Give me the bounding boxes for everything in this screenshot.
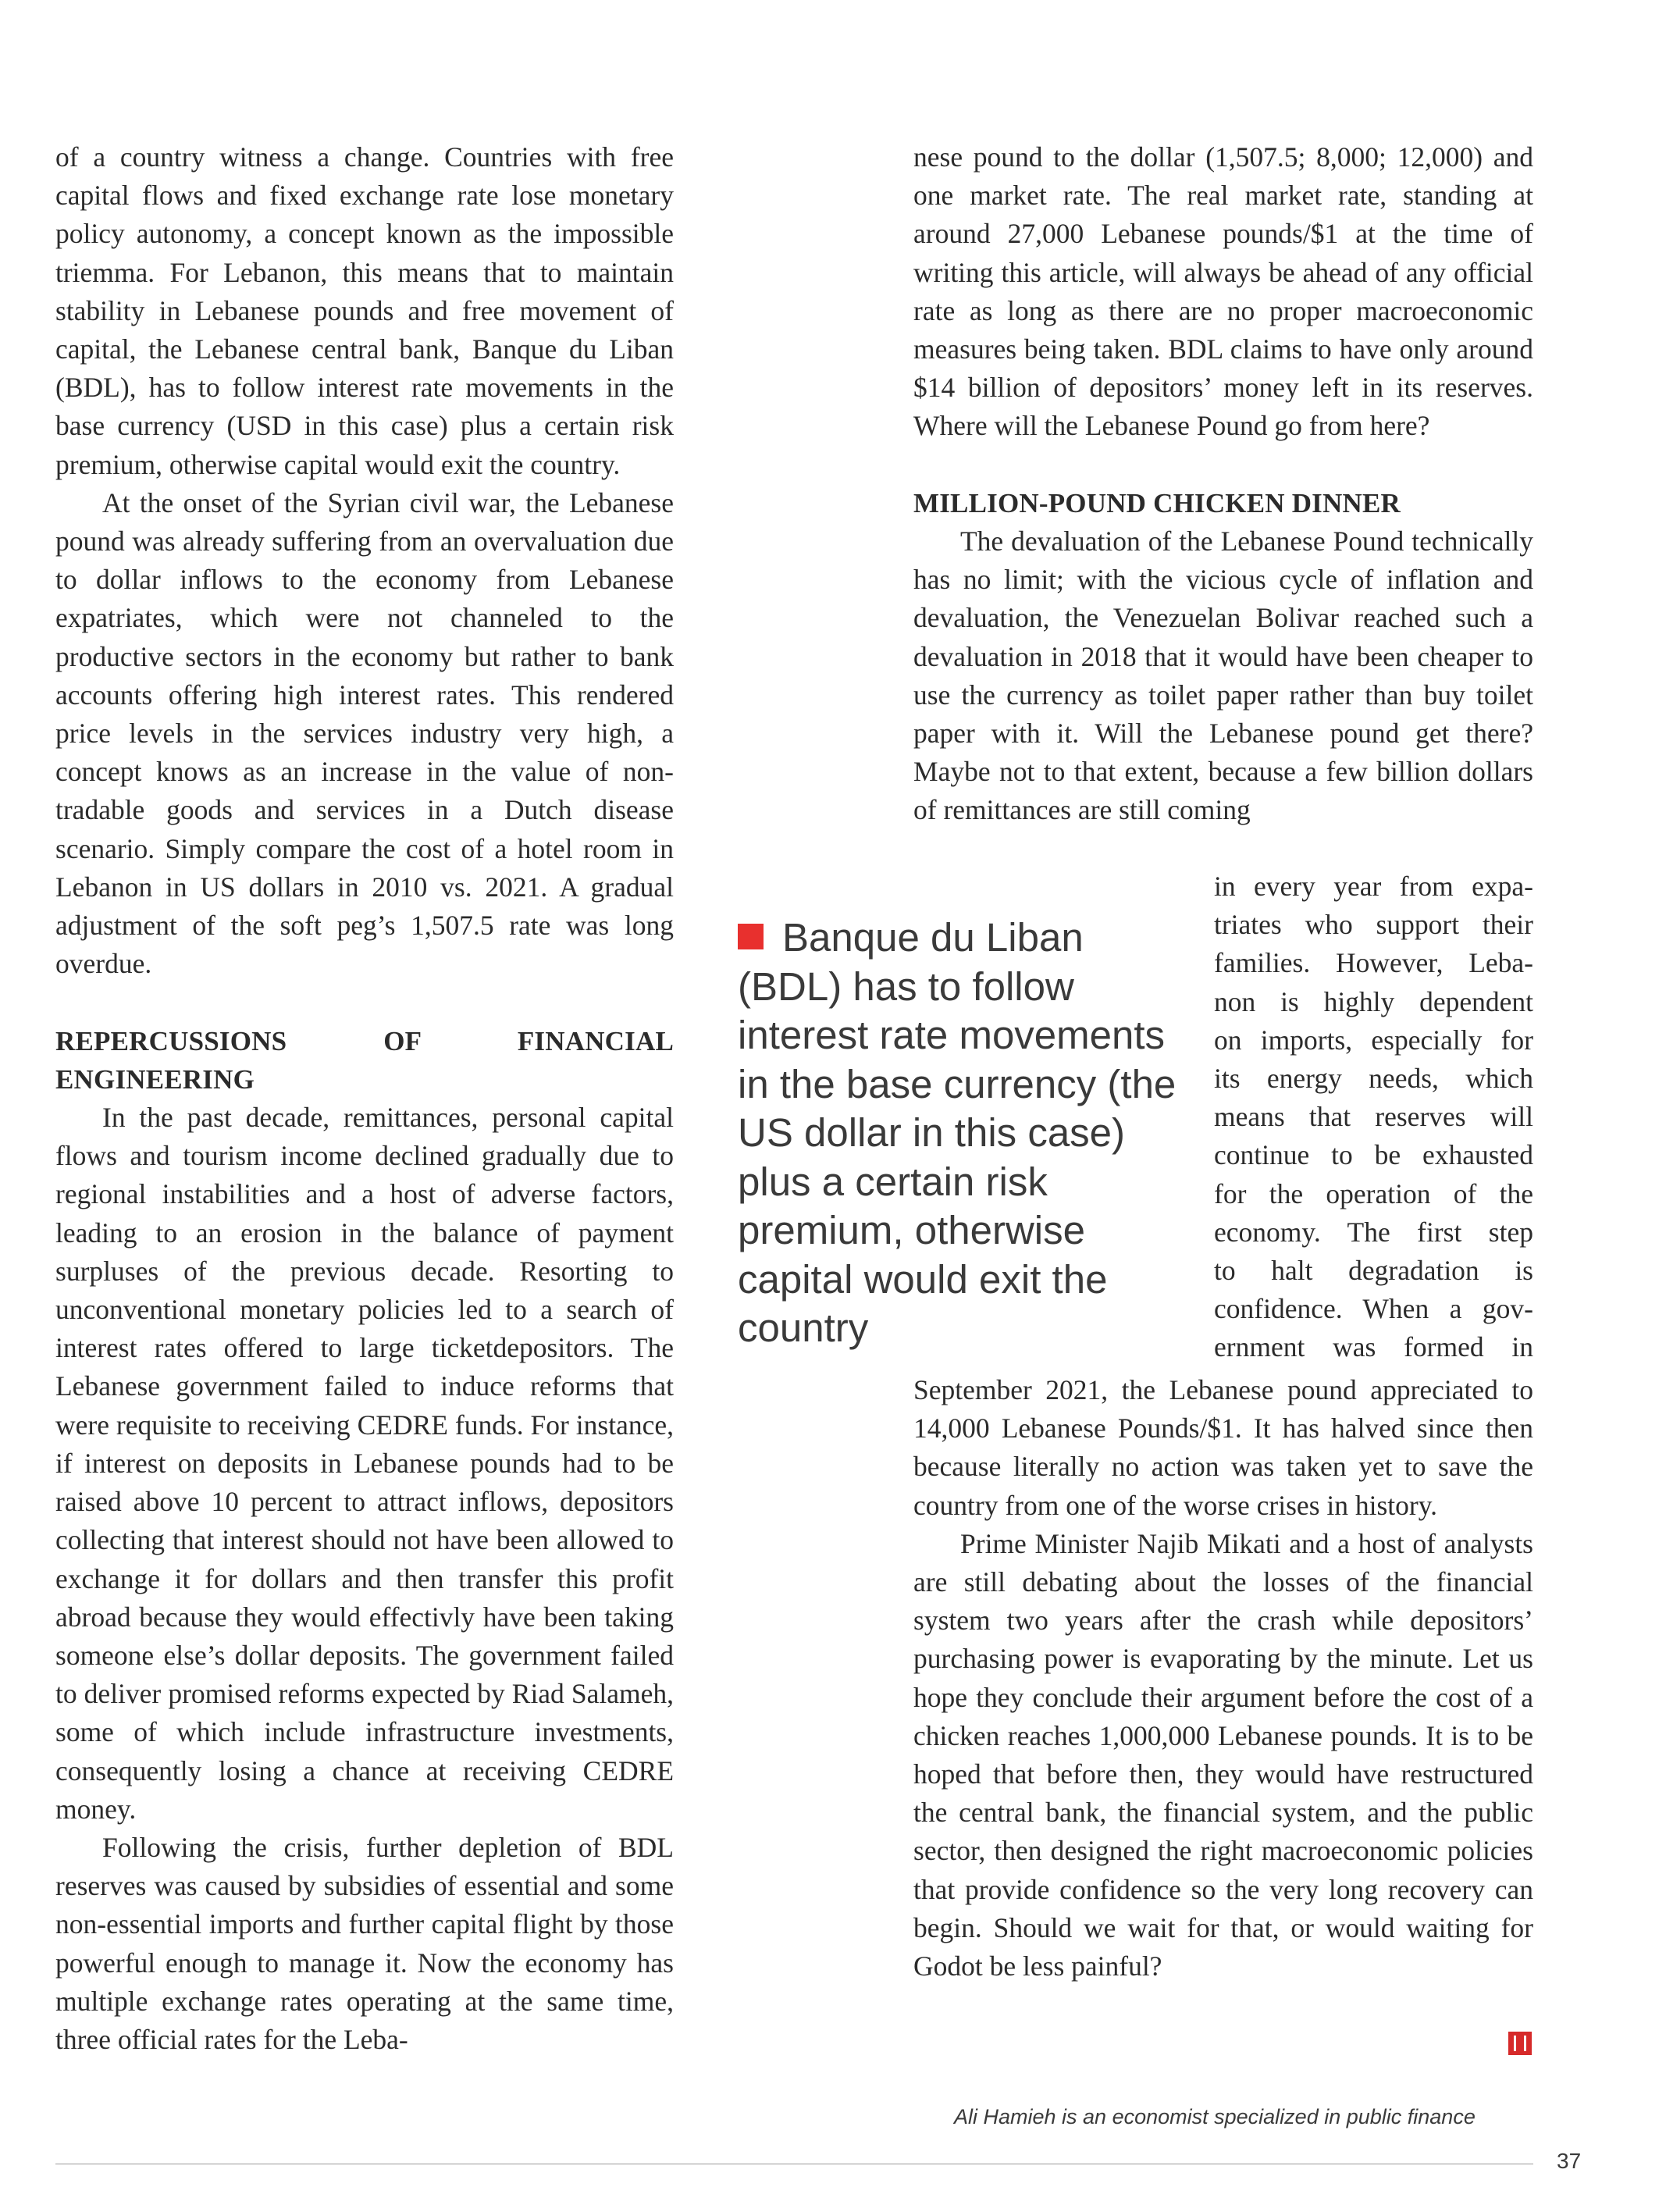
page-number: 37 xyxy=(1557,2149,1582,2173)
wrap-line: its energy needs, which xyxy=(1214,1063,1533,1095)
wrap-line: on imports, especially for xyxy=(1214,1024,1533,1056)
pull-quote-text: Banque du Liban (BDL) has to follow interest rate movements in the base currency (the US dollar in this case) plus a certain risk premium, otherwise capital would exit the country xyxy=(738,915,1177,1350)
section-heading-repercussions: REPERCUSSIONS OF FINANCIAL ENGINEERING xyxy=(55,1025,674,1095)
wrap-line: to halt degradation is xyxy=(1214,1255,1533,1287)
wrap-line: confidence. When a gov- xyxy=(1214,1293,1533,1325)
left-paragraph-3: In the past decade, remittances, personal capital flows and tourism income declined gradually due to regional instabilities and a host of adverse factors, leading to an erosion in the balance of payment surpluses of the previous decade. Resorting to unconventional monetary policies led to a search of interest rates offered to large ticketdepositors. The Lebanese government failed to induce reforms that were requisite to receiving CEDRE funds. For instance, if interest on deposits in Lebanese pounds had to be raised above 10 percent to attract inflows, depositors collecting that interest should not have been allowed to exchange it for dollars and then transfer this profit abroad because they would effectivly have been taking someone else’s dollar deposits. The government failed to deliver promised reforms expected by Riad Salameh, some of which include infrastructure investments, consequently losing a chance at receiving CEDRE money. xyxy=(55,1102,674,1825)
wrap-line: economy. The first step xyxy=(1214,1216,1533,1248)
left-paragraph-2: At the onset of the Syrian civil war, the Lebanese pound was already suffering from an overvaluation due to dollar inflows to the economy from Lebanese expatriates, which were not channeled to the productive sectors in the economy but rather to bank accounts offering high interest rates. This rendered price levels in the services industry very high, a concept knows as an increase in the value of non-tradable goods and services in a Dutch disease scenario. Simply compare the cost of a hotel room in Lebanon in US dollars in 2010 vs. 2021. A gradual adjustment of the soft peg’s 1,507.5 rate was long overdue. xyxy=(55,486,674,980)
wrap-line: non is highly dependent xyxy=(1214,985,1533,1017)
author-note: Ali Hamieh is an economist specialized in public finance xyxy=(954,2105,1476,2128)
right-paragraph-3: Prime Minister Najib Mikati and a host of analysts are still debating about the losses of the financial system two years after the crash while depositors’ purchasing power is evaporating by the minute. Let us hope they conclude their argument before the cost of a chicken reaches 1,000,000 Lebanese pounds. It is to be hoped that before then, they would have restructured the central bank, the financial system, and the public sector, then designed the right macroeconomic policies that provide confidence so the very long recovery can begin. Should we wait for that, or would waiting for Godot be less painful? xyxy=(913,1527,1533,1982)
section-heading-chicken-dinner: MILLION-POUND CHICKEN DINNER xyxy=(913,487,1401,518)
right-column-wrap xyxy=(1214,867,1533,1367)
wrap-line: means that reserves will xyxy=(1214,1101,1533,1133)
right-column-top xyxy=(913,138,1533,830)
right-column-bottom xyxy=(913,1371,1533,1986)
wrap-line: families. However, Leba- xyxy=(1214,947,1533,979)
left-paragraph-4: Following the crisis, further depletion of BDL reserves was caused by subsidies of essential and some non-essential imports and further capital flight by those powerful enough to manage it. Now the economy has multiple exchange rates operating at the same time, three official rates for the Leba- xyxy=(55,1831,674,2055)
wrap-line: in every year from expa- xyxy=(1214,871,1533,902)
end-of-article-icon xyxy=(1508,2032,1532,2055)
right-paragraph-2: The devaluation of the Lebanese Pound technically has no limit; with the vicious cycle of inflation and devaluation, the Venezuelan Bolivar reached such a devaluation in 2018 that it would have been cheaper to use the currency as toilet paper rather than buy toilet paper with it. Will the Lebanese pound get there? Maybe not to that extent, because a few billion dollars of remittances are still coming xyxy=(913,525,1533,826)
red-square-icon xyxy=(738,924,764,949)
left-paragraph-1: of a country witness a change. Countries with free capital flows and fixed exchange rate lose monetary policy autonomy, a concept known as the impossible triemma. For Lebanon, this means that to maintain stability in Lebanese pounds and free movement of capital, the Lebanese central bank, Banque du Liban (BDL), has to follow interest rate movements in the base currency (USD in this case) plus a certain risk premium, otherwise capital would exit the country. xyxy=(55,141,674,480)
left-column xyxy=(55,138,674,2059)
right-paragraph-1: nese pound to the dollar (1,507.5; 8,000; 12,000) and one market rate. The real market rate, standing at around 27,000 Lebanese pounds/$1 at the time of writing this article, will always be ahead of any official rate as long as there are no proper macroeconomic measures being taken. BDL claims to have only around $14 billion of depositors’ money left in its reserves. Where will the Lebanese Pound go from here? xyxy=(913,141,1533,442)
wrap-line: ernment was formed in xyxy=(1214,1331,1533,1363)
wrap-line: triates who support their xyxy=(1214,909,1533,941)
wrap-line: for the operation of the xyxy=(1214,1177,1533,1209)
right-paragraph-2-continued: September 2021, the Lebanese pound appreciated to 14,000 Lebanese Pounds/$1. It has halved since then because literally no action was taken yet to save the country from one of the worse crises in history. xyxy=(913,1374,1533,1521)
pull-quote xyxy=(738,914,1183,1353)
wrap-line: continue to be exhausted xyxy=(1214,1139,1533,1171)
